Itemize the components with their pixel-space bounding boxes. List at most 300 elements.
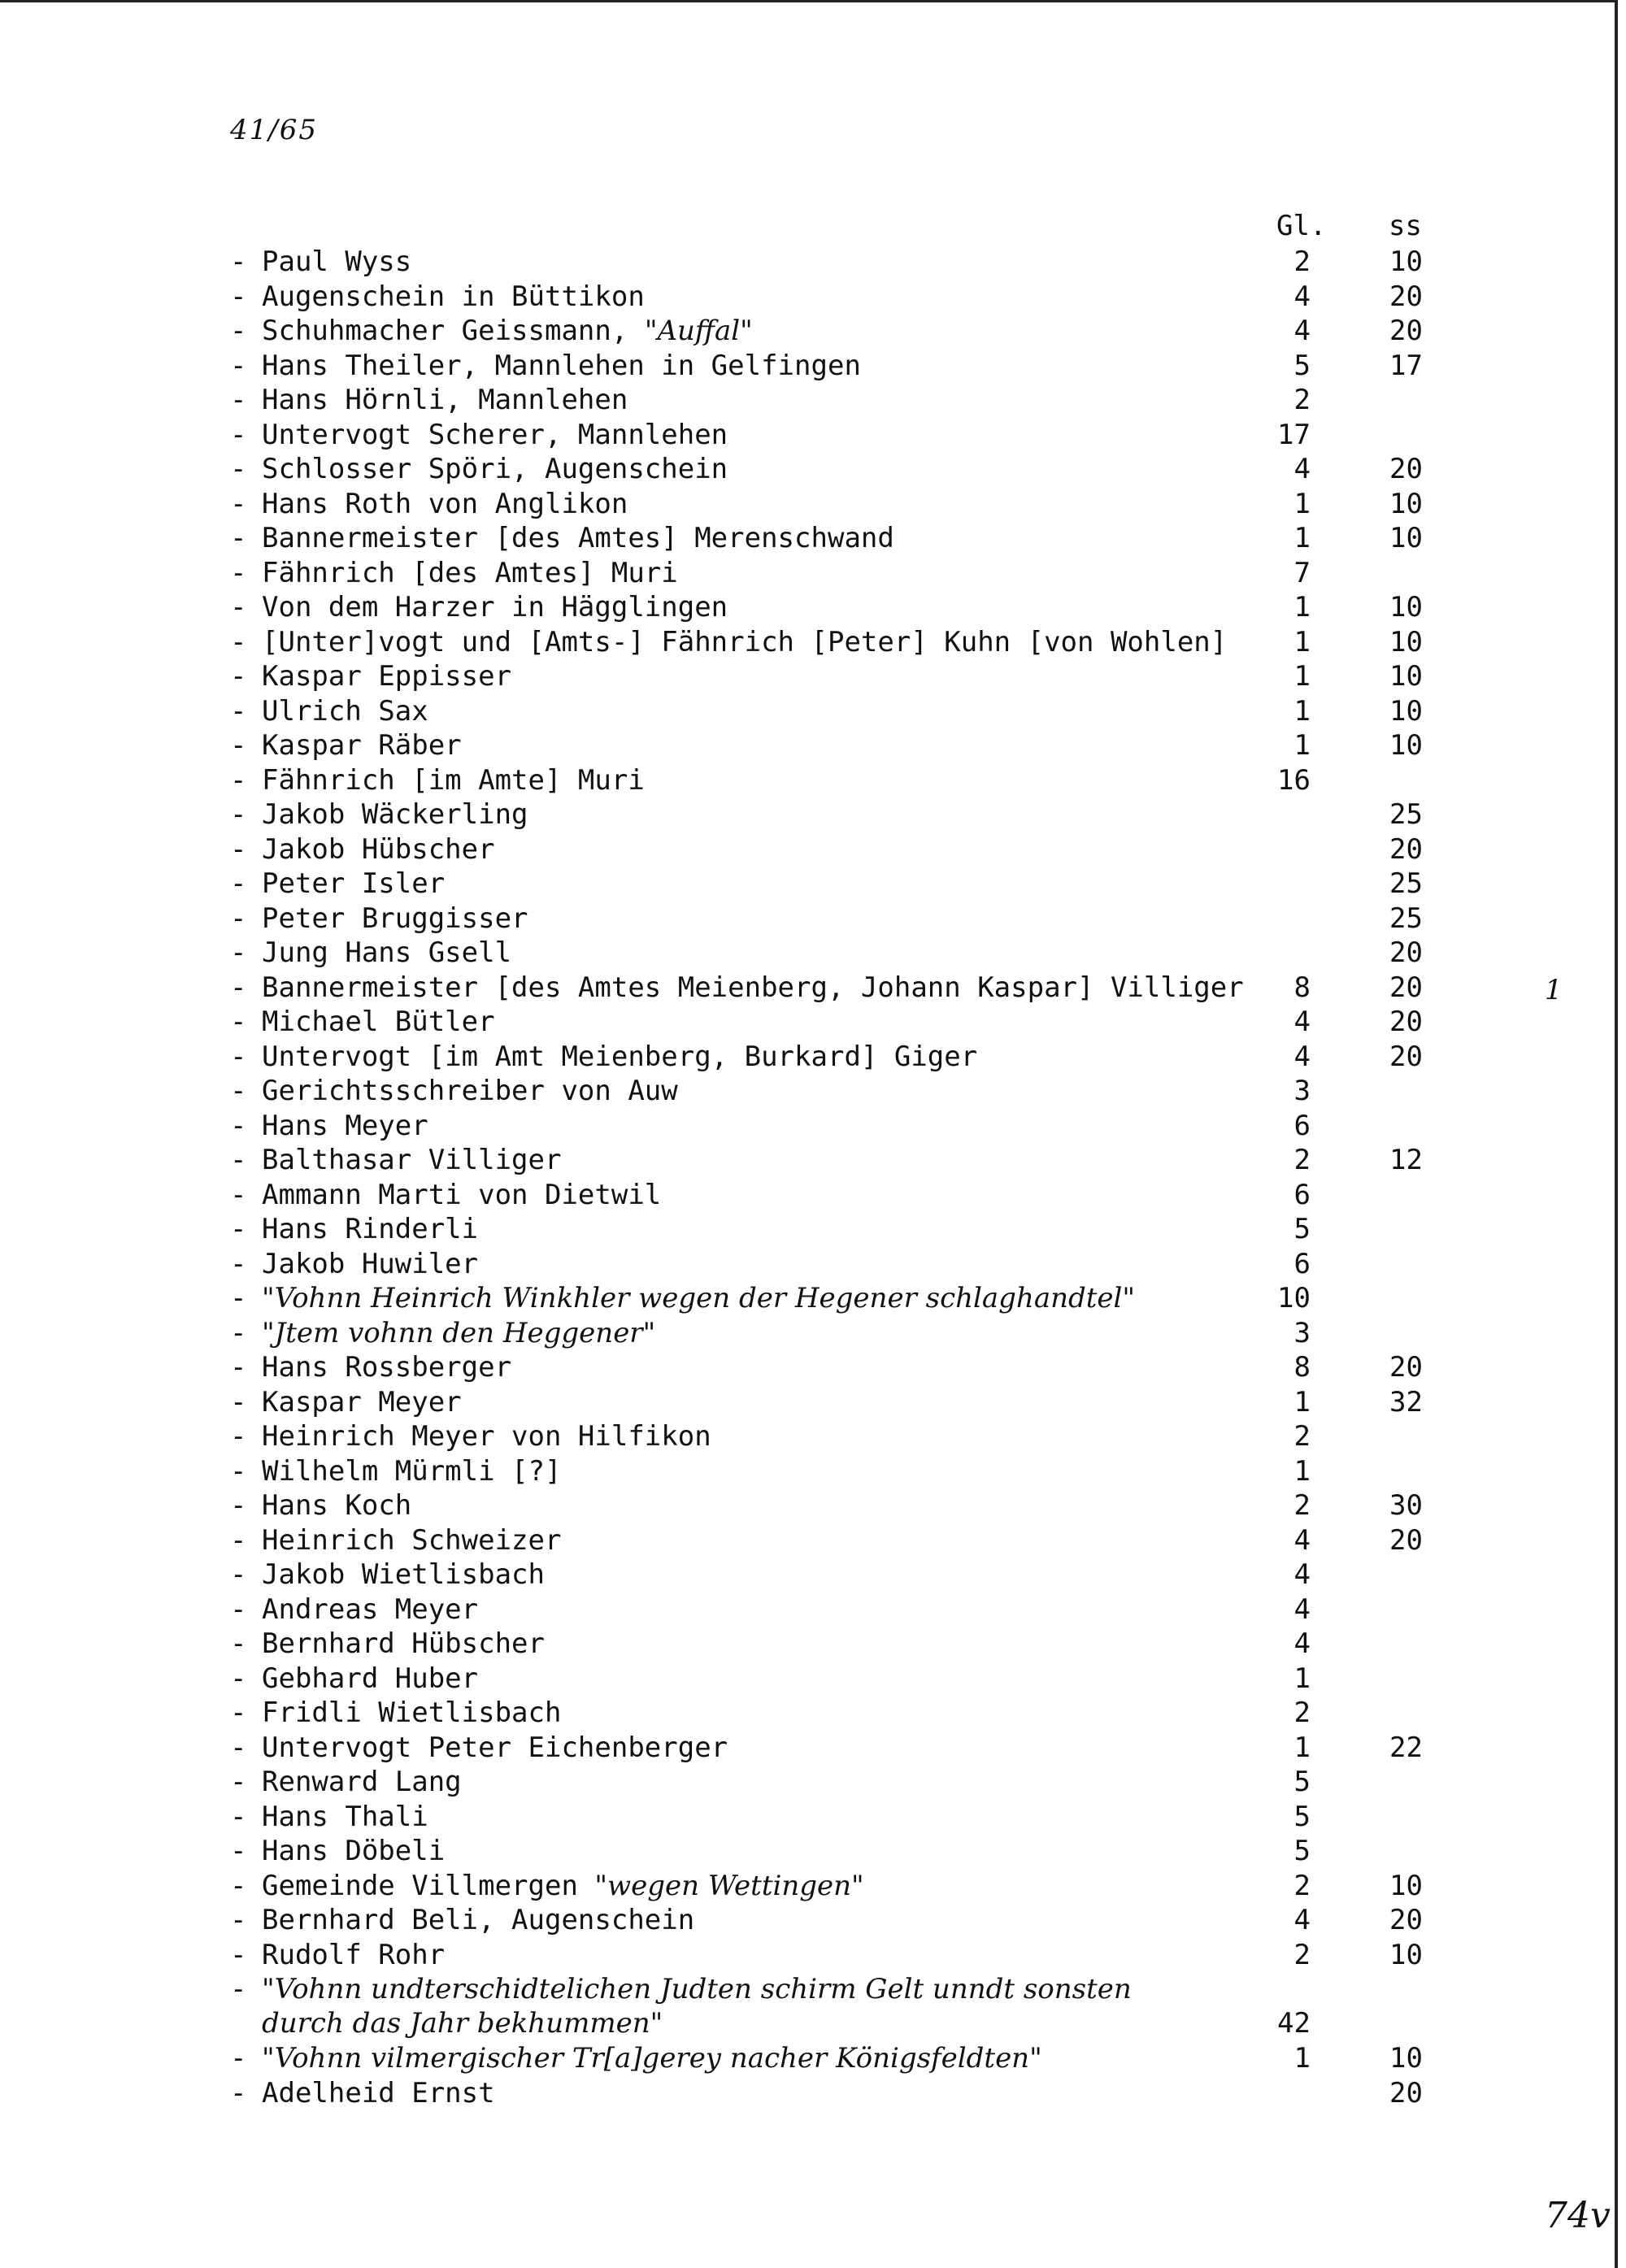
- entry-text: [262, 1074, 678, 1108]
- entry-dash: -: [230, 1766, 247, 1798]
- entry-name: Augenschein in Büttikon: [262, 280, 645, 313]
- entry-text: [262, 1040, 977, 1074]
- entry-gl-value: 4: [1293, 1627, 1311, 1660]
- entry-name: Bannermeister [des Amtes Meienberg, Johann Kaspar] Villiger: [262, 971, 1244, 1004]
- entry-gl-value: 1: [1293, 1454, 1311, 1488]
- entry-name: Jakob Huwiler: [262, 1247, 479, 1280]
- entry-ss-value: 10: [1389, 1869, 1423, 1902]
- entry-gl-value: 1: [1293, 487, 1311, 520]
- entry-gl-value: 1: [1293, 1731, 1311, 1764]
- list-item: [0, 1592, 1626, 1627]
- entry-text: [262, 1419, 711, 1453]
- entry-dash: -: [230, 1731, 247, 1764]
- entry-text: [262, 1627, 545, 1661]
- entry-text-line: durch das Jahr bekhummen": [262, 2007, 663, 2040]
- entry-gl-value: 1: [1293, 625, 1311, 658]
- entry-dash: -: [230, 453, 247, 485]
- margin-note: 1: [1545, 974, 1563, 1006]
- entry-ss-value: 25: [1389, 867, 1423, 900]
- entry-ss-value: 25: [1389, 798, 1423, 831]
- list-item: [0, 1005, 1626, 1040]
- entry-text: [262, 1558, 545, 1592]
- entry-name: Hans Rossberger: [262, 1351, 512, 1384]
- entry-dash: -: [230, 902, 247, 935]
- page-number: 41/65: [230, 114, 318, 146]
- entry-gl-value: 2: [1293, 1869, 1311, 1902]
- entry-gl-value: 5: [1293, 1800, 1311, 1833]
- entry-gl-value: 3: [1293, 1075, 1311, 1107]
- entry-text: [262, 1938, 445, 1972]
- list-item: [0, 1696, 1626, 1731]
- entry-name: Heinrich Schweizer: [262, 1523, 562, 1557]
- entry-name: Hans Thali: [262, 1800, 428, 1833]
- entry-gl-value: 2: [1293, 1938, 1311, 1971]
- entry-name: Peter Isler: [262, 867, 446, 900]
- list-item: [0, 867, 1626, 902]
- entry-name: Kaspar Räber: [262, 729, 462, 762]
- list-item: [0, 1558, 1626, 1592]
- entry-gl-value: 1: [1293, 1662, 1311, 1695]
- entry-name: Hans Hörnli, Mannlehen: [262, 384, 628, 416]
- entry-dash: -: [230, 763, 247, 797]
- entry-ss-value: 10: [1389, 522, 1423, 554]
- entry-gl-value: 4: [1293, 1558, 1311, 1591]
- entry-dash: -: [230, 384, 247, 416]
- entry-text: [262, 659, 511, 693]
- entry-name: Kaspar Meyer: [262, 1385, 462, 1419]
- list-item: [0, 832, 1626, 867]
- entry-ss-value: 10: [1389, 591, 1423, 623]
- list-item: [0, 280, 1626, 315]
- entry-dash: -: [230, 1178, 247, 1211]
- entry-text: [262, 1454, 561, 1488]
- entry-name: Bernhard Beli, Augenschein: [262, 1904, 695, 1936]
- entry-name: Hans Meyer: [262, 1109, 428, 1142]
- entry-text: [262, 418, 728, 452]
- entry-name: Untervogt Scherer, Mannlehen: [262, 418, 728, 451]
- list-item: [0, 1350, 1626, 1385]
- list-item: [0, 1040, 1626, 1075]
- entry-name: Jakob Hübscher: [262, 832, 495, 866]
- entry-gl-value: 6: [1293, 1178, 1311, 1211]
- entry-text: [262, 1350, 511, 1384]
- entry-dash: -: [230, 1558, 247, 1591]
- entry-dash: -: [230, 1006, 247, 1038]
- entry-text: [262, 349, 861, 383]
- entry-gl-value: 1: [1293, 1385, 1311, 1419]
- entry-dash: -: [230, 729, 247, 762]
- entry-name: Hans Rinderli: [262, 1213, 479, 1245]
- entry-ss-value: 10: [1389, 625, 1423, 658]
- column-header-ss: ss: [1389, 210, 1422, 242]
- entry-text: [262, 763, 645, 797]
- list-item: [0, 936, 1626, 971]
- entry-text: [262, 1592, 478, 1627]
- list-item: [0, 797, 1626, 832]
- entry-text: [262, 590, 728, 624]
- entry-gl-value: 5: [1293, 349, 1311, 382]
- entry-text: [262, 2041, 1042, 2075]
- entry-ss-value: 20: [1389, 1006, 1423, 1038]
- entry-name: [Unter]vogt und [Amts-] Fähnrich [Peter] Kuhn [von Wohlen]: [262, 625, 1228, 658]
- entry-dash: -: [230, 798, 247, 831]
- entry-dash: -: [230, 1904, 247, 1936]
- entry-name: Von dem Harzer in Hägglingen: [262, 591, 728, 623]
- list-item: [0, 971, 1626, 1006]
- entry-name: Adelheid Ernst: [262, 2076, 495, 2109]
- entry-list: [0, 245, 1626, 2110]
- list-item: [0, 1731, 1626, 1766]
- entry-gl-value: 16: [1277, 763, 1311, 797]
- entry-dash: -: [230, 2042, 247, 2075]
- entry-ss-value: 20: [1389, 1523, 1423, 1557]
- entry-dash: -: [230, 1109, 247, 1142]
- entry-text: [262, 1696, 561, 1730]
- entry-name: Schlosser Spöri, Augenschein: [262, 453, 728, 485]
- entry-gl-value: 5: [1293, 1835, 1311, 1867]
- list-item: [0, 659, 1626, 694]
- list-item: [0, 2041, 1626, 2076]
- entry-name: Hans Theiler, Mannlehen in Gelfingen: [262, 349, 861, 382]
- entry-dash: -: [230, 1316, 247, 1349]
- entry-name: Schuhmacher Geissmann,: [262, 315, 645, 347]
- list-item: [0, 1800, 1626, 1835]
- list-item: [0, 1419, 1626, 1454]
- entry-dash: -: [230, 971, 247, 1004]
- entry-dash: -: [230, 1247, 247, 1280]
- entry-text: [262, 1662, 478, 1696]
- entry-dash: -: [230, 1973, 247, 2005]
- entry-name: Michael Bütler: [262, 1006, 495, 1038]
- entry-name: Renward Lang: [262, 1766, 462, 1798]
- list-item: [0, 1178, 1626, 1213]
- entry-gl-value: 4: [1293, 1006, 1311, 1038]
- entry-ss-value: 22: [1389, 1731, 1423, 1764]
- entry-ss-value: 10: [1389, 487, 1423, 520]
- entry-dash: -: [230, 2076, 247, 2109]
- list-item: [0, 1247, 1626, 1282]
- list-item: [0, 2076, 1626, 2111]
- entry-name: Fähnrich [des Amtes] Muri: [262, 556, 678, 589]
- entry-text: [262, 1247, 478, 1281]
- list-item: [0, 1869, 1626, 1904]
- entry-name: Untervogt Peter Eichenberger: [262, 1731, 728, 1764]
- list-item: [0, 1385, 1626, 1420]
- entry-text: [262, 1005, 495, 1039]
- entry-dash: -: [230, 1385, 247, 1419]
- entry-name: Hans Roth von Anglikon: [262, 487, 628, 520]
- entry-text: [262, 452, 728, 486]
- list-item: [0, 1281, 1626, 1316]
- list-item: [0, 1903, 1626, 1938]
- entry-gl-value: 4: [1293, 1040, 1311, 1073]
- entry-gl-value: 6: [1293, 1109, 1311, 1142]
- entry-name: Fridli Wietlisbach: [262, 1697, 562, 1729]
- list-item: [0, 1316, 1626, 1351]
- list-item: [0, 1627, 1626, 1662]
- entry-text: [262, 245, 411, 279]
- list-item: [0, 763, 1626, 798]
- entry-gl-value: 2: [1293, 245, 1311, 278]
- list-item: [0, 1834, 1626, 1869]
- entry-ss-value: 25: [1389, 902, 1423, 935]
- folio-number: 74v: [1545, 2195, 1611, 2236]
- entry-text: [262, 1523, 561, 1558]
- list-item: [0, 590, 1626, 625]
- entry-text: [262, 280, 645, 314]
- entry-dash: -: [230, 1523, 247, 1557]
- entry-dash: -: [230, 1351, 247, 1384]
- entry-name: Wilhelm Mürmli [?]: [262, 1454, 562, 1488]
- entry-text: [262, 1178, 661, 1212]
- entry-quote: "Jtem vohnn den Heggener": [262, 1316, 656, 1349]
- entry-text: [262, 832, 495, 867]
- entry-dash: -: [230, 1075, 247, 1107]
- entry-name: Hans Koch: [262, 1489, 412, 1522]
- list-item: [0, 1074, 1626, 1109]
- entry-gl-value: 4: [1293, 1523, 1311, 1557]
- entry-gl-value: 1: [1293, 2042, 1311, 2075]
- entry-text: [262, 1385, 462, 1419]
- top-border-line: [0, 0, 1618, 2]
- entry-name: Jakob Wietlisbach: [262, 1558, 545, 1591]
- entry-gl-value: 1: [1293, 591, 1311, 623]
- entry-gl-value: 6: [1293, 1247, 1311, 1280]
- entry-dash: -: [230, 867, 247, 900]
- entry-gl-value: 4: [1293, 280, 1311, 313]
- entry-dash: -: [230, 1869, 247, 1902]
- entry-gl-value: 1: [1293, 522, 1311, 554]
- entry-ss-value: 10: [1389, 2042, 1423, 2075]
- list-item: [0, 1765, 1626, 1800]
- entry-dash: -: [230, 1938, 247, 1971]
- entry-text: [262, 971, 1244, 1005]
- entry-dash: -: [230, 1420, 247, 1453]
- entry-gl-value: 8: [1293, 971, 1311, 1004]
- entry-gl-value: 2: [1293, 1697, 1311, 1729]
- entry-dash: -: [230, 1835, 247, 1867]
- entry-name: Andreas Meyer: [262, 1592, 479, 1626]
- entry-dash: -: [230, 625, 247, 658]
- entry-quote: "Auffal": [644, 315, 753, 347]
- list-item: [0, 1938, 1626, 1973]
- entry-name: Gerichtsschreiber von Auw: [262, 1075, 678, 1107]
- entry-gl-value: 10: [1277, 1282, 1311, 1314]
- entry-ss-value: 10: [1389, 694, 1423, 728]
- entry-text: [262, 1972, 1132, 2040]
- entry-quote: "Vohnn Heinrich Winkhler wegen der Hegener schlaghandtel": [262, 1282, 1136, 1314]
- entry-dash: -: [230, 1800, 247, 1833]
- entry-name: Fähnrich [im Amte] Muri: [262, 763, 645, 797]
- entry-gl-value: 2: [1293, 1489, 1311, 1522]
- entry-text-line: "Vohnn undterschidtelichen Judten schirm Gelt unndt sonsten: [262, 1973, 1132, 2005]
- entry-gl-value: 42: [1277, 2007, 1311, 2040]
- entry-ss-value: 20: [1389, 971, 1423, 1004]
- entry-text: [262, 1143, 561, 1177]
- entry-name: Hans Döbeli: [262, 1835, 446, 1867]
- entry-name: Untervogt [im Amt Meienberg, Burkard] Giger: [262, 1040, 978, 1073]
- entry-ss-value: 20: [1389, 280, 1423, 313]
- list-item: [0, 349, 1626, 384]
- entry-text: [262, 936, 511, 970]
- entry-dash: -: [230, 591, 247, 623]
- entry-gl-value: 5: [1293, 1766, 1311, 1798]
- list-item: [0, 487, 1626, 522]
- entry-ss-value: 20: [1389, 832, 1423, 866]
- entry-ss-value: 10: [1389, 245, 1423, 278]
- list-item: [0, 452, 1626, 487]
- entry-text: [262, 728, 462, 763]
- entry-ss-value: 30: [1389, 1489, 1423, 1522]
- list-item: [0, 314, 1626, 349]
- entry-gl-value: 2: [1293, 1420, 1311, 1453]
- entry-text: [262, 1281, 1135, 1315]
- entry-name: Jakob Wäckerling: [262, 798, 528, 831]
- entry-ss-value: 20: [1389, 1040, 1423, 1073]
- entry-dash: -: [230, 1592, 247, 1626]
- entry-text: [262, 521, 894, 555]
- entry-text: [262, 1800, 428, 1834]
- list-item: [0, 383, 1626, 418]
- entry-name: Rudolf Rohr: [262, 1938, 446, 1971]
- entry-gl-value: 17: [1277, 418, 1311, 451]
- entry-dash: -: [230, 1697, 247, 1729]
- entry-text: [262, 2076, 495, 2110]
- entry-text: [262, 383, 628, 417]
- entry-dash: -: [230, 1489, 247, 1522]
- entry-name: Peter Bruggisser: [262, 902, 528, 935]
- entry-text: [262, 556, 678, 590]
- entry-dash: -: [230, 1144, 247, 1176]
- entry-dash: -: [230, 315, 247, 347]
- entry-dash: -: [230, 1282, 247, 1314]
- entry-name: Jung Hans Gsell: [262, 936, 512, 969]
- entry-ss-value: 20: [1389, 1351, 1423, 1384]
- column-header-gl: Gl.: [1276, 210, 1327, 242]
- list-item: [0, 694, 1626, 729]
- entry-gl-value: 3: [1293, 1316, 1311, 1349]
- entry-name: Paul Wyss: [262, 245, 412, 278]
- entry-dash: -: [230, 280, 247, 313]
- entry-name: Ulrich Sax: [262, 694, 428, 728]
- entry-ss-value: 20: [1389, 2076, 1423, 2109]
- column-headers: [0, 210, 1626, 244]
- list-item: [0, 556, 1626, 591]
- entry-dash: -: [230, 936, 247, 969]
- list-item: [0, 1212, 1626, 1247]
- entry-quote: "wegen Wettingen": [594, 1869, 864, 1902]
- entry-text: [262, 1316, 655, 1350]
- entry-dash: -: [230, 1040, 247, 1073]
- entry-dash: -: [230, 349, 247, 382]
- entry-gl-value: 4: [1293, 1592, 1311, 1626]
- entry-gl-value: 4: [1293, 1904, 1311, 1936]
- list-item: [0, 1662, 1626, 1697]
- entry-name: Balthasar Villiger: [262, 1144, 562, 1176]
- list-item: [0, 625, 1626, 660]
- entry-ss-value: 10: [1389, 729, 1423, 762]
- entry-text: [262, 625, 1227, 659]
- entry-text: [262, 902, 528, 936]
- entry-ss-value: 17: [1389, 349, 1423, 382]
- list-item: [0, 728, 1626, 763]
- entry-dash: -: [230, 832, 247, 866]
- entry-text: [262, 1109, 428, 1143]
- entry-text: [262, 487, 628, 521]
- entry-dash: -: [230, 487, 247, 520]
- entry-name: Gemeinde Villmergen: [262, 1869, 595, 1902]
- entry-text: [262, 1488, 411, 1523]
- entry-dash: -: [230, 556, 247, 589]
- entry-dash: -: [230, 694, 247, 728]
- entry-gl-value: 1: [1293, 694, 1311, 728]
- entry-text: [262, 1869, 864, 1903]
- entry-text: [262, 694, 428, 728]
- entry-text: [262, 1731, 728, 1765]
- entry-text: [262, 314, 753, 348]
- entry-name: Bernhard Hübscher: [262, 1627, 545, 1660]
- entry-text: [262, 1903, 694, 1937]
- entry-dash: -: [230, 522, 247, 554]
- entry-quote: "Vohnn vilmergischer Tr[a]gerey nacher Königsfeldten": [262, 2042, 1042, 2075]
- list-item: [0, 1109, 1626, 1144]
- entry-ss-value: 20: [1389, 936, 1423, 969]
- list-item: [0, 1454, 1626, 1489]
- entry-dash: -: [230, 660, 247, 693]
- entry-ss-value: 20: [1389, 1904, 1423, 1936]
- list-item: [0, 1523, 1626, 1558]
- entry-dash: -: [230, 1662, 247, 1695]
- list-item: [0, 245, 1626, 280]
- entry-ss-value: 32: [1389, 1385, 1423, 1419]
- entry-ss-value: 10: [1389, 1938, 1423, 1971]
- list-item: [0, 902, 1626, 936]
- entry-ss-value: 20: [1389, 453, 1423, 485]
- entry-gl-value: 2: [1293, 1144, 1311, 1176]
- entry-dash: -: [230, 1627, 247, 1660]
- entry-text: [262, 1765, 462, 1799]
- entry-gl-value: 2: [1293, 384, 1311, 416]
- entry-text: [262, 797, 528, 832]
- entry-gl-value: 7: [1293, 556, 1311, 589]
- entry-text: [262, 1834, 445, 1868]
- entry-text: [262, 1212, 478, 1246]
- list-item: [0, 521, 1626, 556]
- entry-gl-value: 4: [1293, 453, 1311, 485]
- entry-ss-value: 20: [1389, 315, 1423, 347]
- entry-name: Ammann Marti von Dietwil: [262, 1178, 662, 1211]
- list-item: [0, 1143, 1626, 1178]
- entry-gl-value: 5: [1293, 1213, 1311, 1245]
- list-item: [0, 1488, 1626, 1523]
- entry-name: Bannermeister [des Amtes] Merenschwand: [262, 522, 894, 554]
- entry-dash: -: [230, 418, 247, 451]
- entry-gl-value: 8: [1293, 1351, 1311, 1384]
- list-item: [0, 418, 1626, 453]
- list-item: [0, 1972, 1626, 2041]
- entry-gl-value: 1: [1293, 729, 1311, 762]
- entry-dash: -: [230, 1213, 247, 1245]
- entry-name: Gebhard Huber: [262, 1662, 479, 1695]
- entry-ss-value: 10: [1389, 660, 1423, 693]
- entry-dash: -: [230, 245, 247, 278]
- entry-gl-value: 4: [1293, 315, 1311, 347]
- entry-text: [262, 867, 445, 901]
- entry-dash: -: [230, 1454, 247, 1488]
- entry-ss-value: 12: [1389, 1144, 1423, 1176]
- entry-gl-value: 1: [1293, 660, 1311, 693]
- entry-name: Heinrich Meyer von Hilfikon: [262, 1420, 711, 1453]
